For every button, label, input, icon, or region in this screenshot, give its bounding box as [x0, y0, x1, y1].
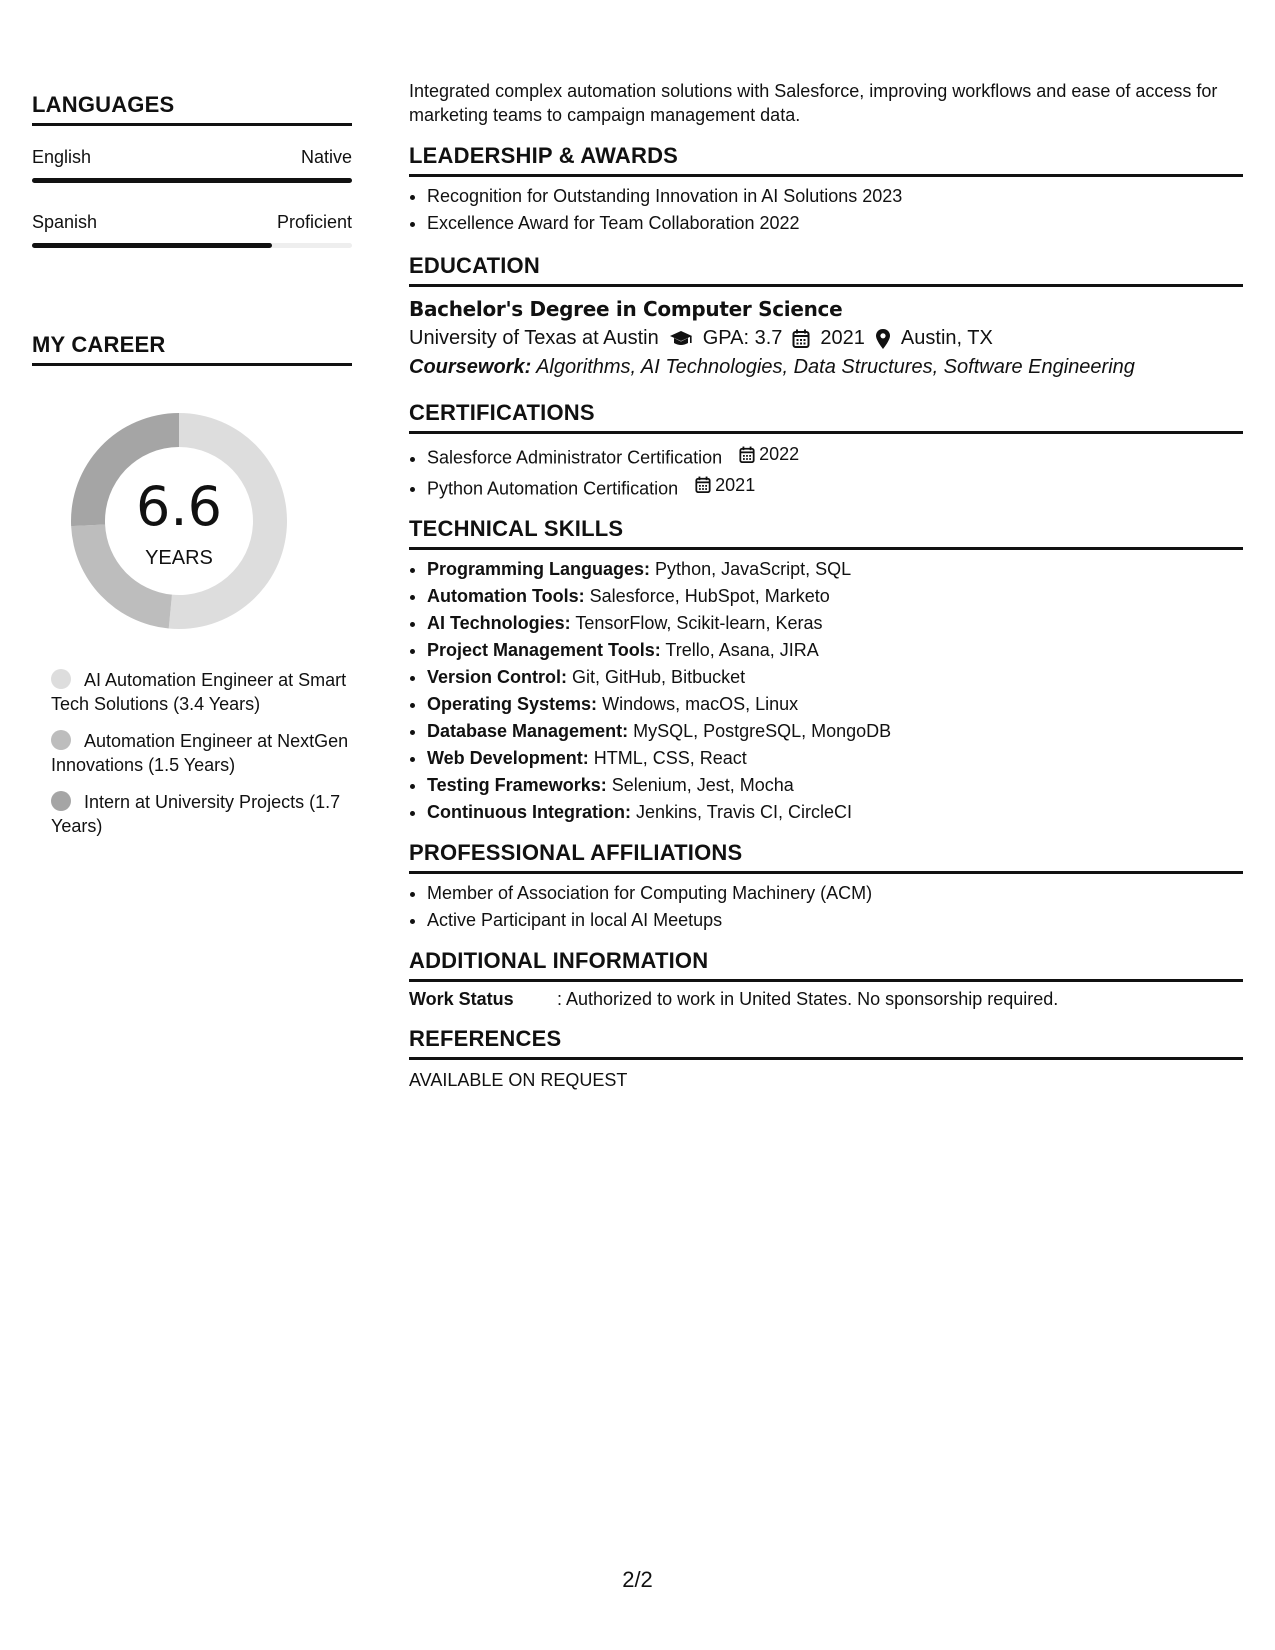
skills-section — [409, 516, 1243, 826]
skill-value: MySQL, PostgreSQL, MongoDB — [633, 721, 892, 741]
language-name: Spanish — [32, 212, 98, 232]
skill-item — [427, 664, 1243, 691]
calendar-icon — [792, 329, 810, 349]
legend-dot-icon — [51, 791, 71, 811]
career-legend-text: Automation Engineer at NextGen Innovations (1.5 Years) — [51, 731, 349, 775]
references-title: REFERENCES — [409, 1026, 1243, 1060]
experience-description: Integrated complex automation solutions with Salesforce, improving workflows and ease of access for marketing teams to campaign management data. — [409, 81, 1218, 125]
legend-dot-icon — [51, 730, 71, 750]
skill-label: Database Management: — [427, 721, 629, 741]
certifications-list — [409, 441, 1243, 502]
languages-title: LANGUAGES — [32, 92, 352, 126]
certification-name: Salesforce Administrator Certification — [427, 447, 723, 468]
work-status-label: Work Status — [409, 989, 514, 1009]
leadership-title: LEADERSHIP & AWARDS — [409, 143, 1243, 177]
legend-dot-icon — [51, 669, 71, 689]
coursework — [409, 356, 1243, 379]
career-total-years: 6.6 — [136, 475, 222, 538]
language-bar-fill — [32, 178, 352, 183]
list-item: • Member of Association for Computing Machinery (ACM) — [427, 880, 1243, 907]
language-level: Native — [300, 147, 352, 167]
skill-label: Testing Frameworks: — [427, 775, 607, 795]
leadership-section — [409, 143, 1243, 237]
list-item — [427, 441, 1243, 472]
school-location: Austin, TX — [900, 327, 993, 349]
list-item: • Excellence Award for Team Collaboration 2022 — [427, 210, 1243, 237]
languages-section — [32, 92, 352, 248]
language-item — [32, 147, 352, 183]
skill-item — [427, 691, 1243, 718]
skill-value: Windows, macOS, Linux — [602, 694, 799, 714]
career-legend — [32, 668, 352, 838]
additional-section — [409, 948, 1243, 1010]
leadership-list — [409, 183, 1243, 237]
language-bar — [32, 178, 352, 183]
career-legend-item — [32, 729, 352, 777]
skill-item — [427, 799, 1243, 826]
skill-value: TensorFlow, Scikit-learn, Keras — [575, 613, 823, 633]
coursework-label: Coursework: — [409, 356, 532, 378]
skill-label: Operating Systems: — [427, 694, 598, 714]
career-title: MY CAREER — [32, 332, 352, 366]
certification-name: Python Automation Certification — [427, 478, 679, 498]
language-bar — [32, 243, 352, 248]
skill-value: Git, GitHub, Bitbucket — [572, 667, 746, 687]
career-section — [32, 332, 352, 851]
references-section — [409, 1026, 1243, 1091]
skill-label: Automation Tools: — [427, 586, 585, 606]
school-name: University of Texas at Austin — [409, 327, 659, 349]
references-text: AVAILABLE ON REQUEST — [409, 1070, 628, 1090]
skill-label: Programming Languages: — [427, 559, 651, 579]
skill-value: Jenkins, Travis CI, CircleCI — [635, 802, 853, 822]
career-legend-item — [32, 790, 352, 838]
skill-value: Python, JavaScript, SQL — [655, 559, 852, 579]
certifications-title: CERTIFICATIONS — [409, 400, 1243, 434]
skill-value: HTML, CSS, React — [593, 748, 747, 768]
education-details — [409, 327, 1243, 350]
coursework-list: Algorithms, AI Technologies, Data Structures, Software Engineering — [536, 356, 1135, 378]
certifications-section — [409, 400, 1243, 502]
skill-label: Continuous Integration: — [427, 802, 631, 822]
skill-item — [427, 610, 1243, 637]
skill-label: Project Management Tools: — [427, 640, 661, 660]
degree-title: Bachelor's Degree in Computer Science — [409, 297, 843, 321]
work-status-row — [409, 989, 1243, 1010]
language-name: English — [32, 147, 92, 167]
education-section — [409, 253, 1243, 379]
skill-item — [427, 637, 1243, 664]
career-donut-chart — [66, 408, 292, 634]
calendar-icon — [739, 446, 755, 464]
skill-item — [427, 745, 1243, 772]
skill-value: Trello, Asana, JIRA — [665, 640, 819, 660]
list-item: • Recognition for Outstanding Innovation in AI Solutions 2023 — [427, 183, 1243, 210]
affiliations-title: PROFESSIONAL AFFILIATIONS — [409, 840, 1243, 874]
skill-value: Selenium, Jest, Mocha — [611, 775, 794, 795]
skill-item — [427, 583, 1243, 610]
main-content — [409, 0, 1243, 1091]
graduation-year: 2021 — [820, 327, 865, 349]
gpa: GPA: 3.7 — [702, 327, 783, 349]
calendar-icon — [695, 476, 711, 494]
language-item — [32, 212, 352, 248]
skill-label: AI Technologies: — [427, 613, 571, 633]
skills-list — [409, 556, 1243, 826]
career-legend-item — [32, 668, 352, 716]
affiliations-section — [409, 840, 1243, 934]
graduation-cap-icon — [669, 329, 693, 349]
skill-value: Salesforce, HubSpot, Marketo — [589, 586, 830, 606]
career-legend-text: AI Automation Engineer at Smart Tech Solutions (3.4 Years) — [51, 670, 347, 714]
map-pin-icon — [875, 328, 891, 350]
certification-year: 2022 — [759, 444, 800, 464]
additional-title: ADDITIONAL INFORMATION — [409, 948, 1243, 982]
work-status-value: : Authorized to work in United States. No sponsorship required. — [557, 989, 1059, 1009]
list-item — [427, 472, 1243, 503]
list-item: • Active Participant in local AI Meetups — [427, 907, 1243, 934]
affiliations-list — [409, 880, 1243, 934]
page-number: 2/2 — [622, 1567, 653, 1592]
career-years-label: YEARS — [145, 547, 213, 569]
skill-item — [427, 772, 1243, 799]
skill-item — [427, 556, 1243, 583]
skill-label: Web Development: — [427, 748, 589, 768]
skills-title: TECHNICAL SKILLS — [409, 516, 1243, 550]
certification-year: 2021 — [715, 474, 756, 495]
career-legend-text: Intern at University Projects (1.7 Years) — [51, 792, 341, 836]
skill-item — [427, 718, 1243, 745]
language-bar-fill — [32, 243, 272, 248]
language-level: Proficient — [276, 212, 352, 232]
education-title: EDUCATION — [409, 253, 1243, 287]
skill-label: Version Control: — [427, 667, 568, 687]
